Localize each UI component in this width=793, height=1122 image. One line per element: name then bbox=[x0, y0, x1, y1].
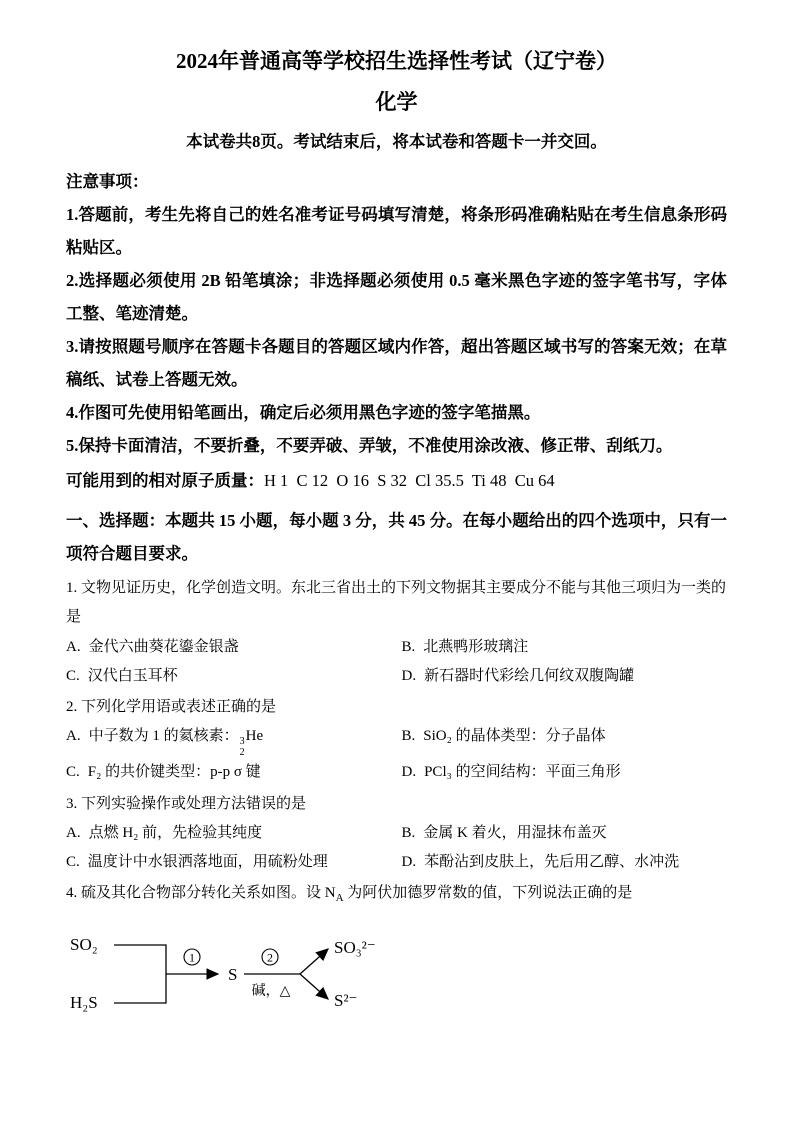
option-text: 中子数为 1 的氦核素： bbox=[88, 728, 239, 745]
q4-sulfur-conversion-diagram bbox=[68, 926, 408, 1020]
question-1-options bbox=[66, 633, 727, 692]
diagram-s-label: S bbox=[228, 964, 238, 984]
nuclide-symbol: He bbox=[245, 728, 264, 745]
atomic-masses-label: 可能用到的相对原子质量： bbox=[66, 470, 264, 490]
question-3-option-a bbox=[66, 819, 392, 848]
question-2-stem: 2. 下列化学用语或表述正确的是 bbox=[66, 699, 277, 716]
option-label: B. bbox=[401, 824, 416, 841]
diagram-h2s-label: H₂S bbox=[70, 992, 98, 1012]
step2-condition: 碱，△ bbox=[251, 983, 291, 999]
question-1-stem: 1. 文物见证历史，化学创造文明。东北三省出土的下列文物据其主要成分不能与其他三项归为一类的是 bbox=[66, 580, 727, 626]
atomic-masses-values: H 1 C 12 O 16 S 32 Cl 35.5 Ti 48 Cu 64 bbox=[264, 470, 555, 490]
option-label: D. bbox=[401, 764, 417, 781]
question-2 bbox=[66, 693, 727, 788]
question-2-option-b bbox=[402, 722, 728, 758]
question-3-stem: 3. 下列实验操作或处理方法错误的是 bbox=[66, 795, 307, 812]
question-3-option-d bbox=[402, 848, 728, 877]
subject-title: 化学 bbox=[375, 89, 418, 114]
avogadro-subscript: A bbox=[335, 892, 344, 905]
page-title: 2024年普通高等学校招生选择性考试（辽宁卷） bbox=[176, 49, 617, 73]
option-label: D. bbox=[401, 667, 417, 684]
option-text: PCl₃ 的空间结构：平面三角形 bbox=[424, 764, 621, 781]
question-4-stem-post: 为阿伏加德罗常数的值，下列说法正确的是 bbox=[343, 885, 633, 902]
question-3-option-b bbox=[402, 819, 728, 848]
note-item-4: 4.作图可先使用铅笔画出，确定后必须用黑色字迹的签字笔描黑。 bbox=[66, 402, 541, 422]
question-2-option-d bbox=[402, 758, 728, 787]
question-2-options bbox=[66, 722, 727, 787]
option-text: 点燃 H₂ 前，先检验其纯度 bbox=[88, 824, 263, 841]
option-label: A. bbox=[66, 638, 81, 655]
diagram-arrow-to-sulfite bbox=[300, 949, 328, 974]
question-1-option-a bbox=[66, 633, 392, 662]
note-item-1: 1.答题前，考生先将自己的姓名准考证号码填写清楚，将条形码准确粘贴在考生信息条形码粘贴区。 bbox=[66, 204, 727, 257]
option-label: D. bbox=[401, 854, 417, 871]
question-4 bbox=[66, 879, 727, 1031]
option-text: 苯酚沾到皮肤上，先后用乙醇、水冲洗 bbox=[424, 854, 680, 871]
option-label: C. bbox=[66, 667, 80, 684]
option-label: B. bbox=[401, 728, 416, 745]
option-label: B. bbox=[401, 638, 416, 655]
diagram-sulfite-label: SO₃²⁻ bbox=[334, 937, 376, 957]
option-label: A. bbox=[66, 728, 81, 745]
question-1-option-b bbox=[402, 633, 728, 662]
option-text: 金代六曲葵花鎏金银盏 bbox=[88, 638, 239, 655]
option-label: C. bbox=[66, 854, 80, 871]
notes-header: 注意事项： bbox=[66, 171, 149, 191]
question-4-stem bbox=[66, 879, 727, 909]
note-item-3: 3.请按照题号顺序在答题卡各题目的答题区域内作答，超出答题区域书写的答案无效；在草稿纸、试卷上答题无效。 bbox=[66, 336, 727, 389]
question-1 bbox=[66, 574, 727, 691]
nuclide-mass-number: 3 bbox=[239, 736, 245, 748]
question-1-option-c bbox=[66, 662, 392, 691]
question-3 bbox=[66, 790, 727, 878]
option-label: C. bbox=[66, 764, 80, 781]
question-2-option-a bbox=[66, 722, 392, 758]
option-label: A. bbox=[66, 824, 81, 841]
note-item-5: 5.保持卡面清洁，不要折叠，不要弄破、弄皱，不准使用涂改液、修正带、刮纸刀。 bbox=[66, 435, 673, 455]
step2-number: 2 bbox=[267, 950, 273, 965]
q4-diagram-container bbox=[68, 926, 727, 1031]
diagram-converge-lines bbox=[114, 945, 166, 1003]
option-text: 金属 K 着火，用湿抹布盖灭 bbox=[423, 824, 607, 841]
option-text: 温度计中水银洒落地面，用硫粉处理 bbox=[87, 854, 328, 871]
diagram-arrow-to-sulfide bbox=[300, 974, 328, 999]
note-item-2: 2.选择题必须使用 2B 铅笔填涂；非选择题必须使用 0.5 毫米黑色字迹的签字笔书写，字体工整、笔迹清楚。 bbox=[66, 270, 727, 323]
step1-number: 1 bbox=[189, 950, 195, 965]
atomic-masses-line bbox=[66, 464, 727, 499]
option-text: 北燕鸭形玻璃注 bbox=[423, 638, 529, 655]
return-notice: 本试卷共8页。考试结束后，将本试卷和答题卡一并交回。 bbox=[186, 131, 607, 151]
question-3-options bbox=[66, 819, 727, 878]
option-text: 汉代白玉耳杯 bbox=[87, 667, 178, 684]
question-2-option-c bbox=[66, 758, 392, 787]
question-1-option-d bbox=[402, 662, 728, 691]
section-header: 一、选择题：本题共 15 小题，每小题 3 分，共 45 分。在每小题给出的四个选项中，只有一项符合题目要求。 bbox=[66, 511, 727, 564]
diagram-sulfide-label: S²⁻ bbox=[334, 990, 358, 1010]
option-text: 新石器时代彩绘几何纹双腹陶罐 bbox=[424, 667, 635, 684]
diagram-so2-label: SO₂ bbox=[70, 934, 98, 954]
option-text: SiO₂ 的晶体类型：分子晶体 bbox=[423, 728, 606, 745]
question-3-option-c bbox=[66, 848, 392, 877]
nuclide-atomic-number: 2 bbox=[239, 746, 245, 758]
question-4-stem-pre: 4. 硫及其化合物部分转化关系如图。设 N bbox=[66, 885, 336, 902]
option-text: F₂ 的共价键类型：p-p σ 键 bbox=[87, 764, 261, 781]
nuclide-notation bbox=[240, 737, 245, 758]
